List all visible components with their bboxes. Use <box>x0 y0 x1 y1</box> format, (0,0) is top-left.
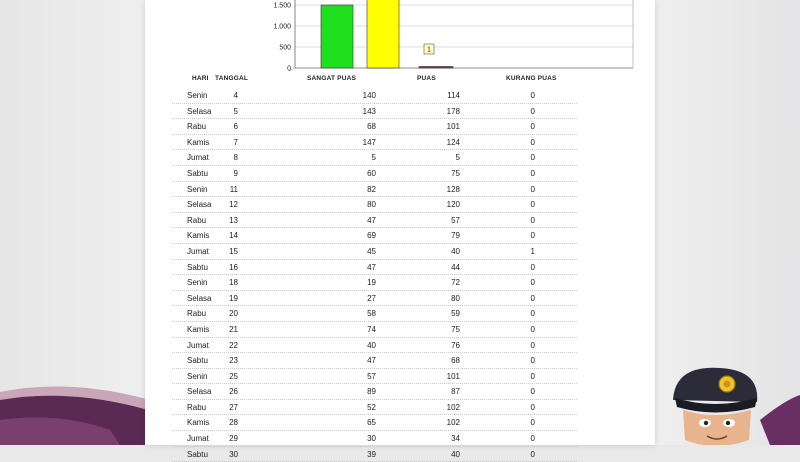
cell-kurang-puas: 0 <box>530 309 535 319</box>
table-row <box>172 447 577 462</box>
table-row <box>172 244 577 260</box>
cell-kurang-puas: 0 <box>530 293 535 303</box>
cell-sangat-puas: 40 <box>367 340 376 350</box>
cell-puas: 57 <box>451 215 460 225</box>
cell-puas: 44 <box>451 262 460 272</box>
cell-tanggal: 12 <box>229 200 238 210</box>
cell-kurang-puas: 0 <box>530 91 535 100</box>
table-row <box>172 260 577 276</box>
cell-tanggal: 27 <box>229 402 238 412</box>
cell-kurang-puas: 0 <box>530 106 535 116</box>
cell-sangat-puas: 57 <box>367 371 376 381</box>
table-row <box>172 228 577 244</box>
cell-puas: 80 <box>451 293 460 303</box>
cell-puas: 76 <box>451 340 460 350</box>
cell-sangat-puas: 82 <box>367 184 376 194</box>
cell-sangat-puas: 140 <box>362 91 376 100</box>
cell-tanggal: 30 <box>229 449 238 459</box>
cell-hari: Senin <box>187 184 208 194</box>
cell-sangat-puas: 30 <box>367 434 376 444</box>
cell-puas: 101 <box>446 122 460 132</box>
cell-hari: Senin <box>187 278 208 288</box>
cell-hari: Jumat <box>187 246 209 256</box>
cell-hari: Rabu <box>187 309 207 319</box>
table-row <box>172 306 577 322</box>
table-row <box>172 166 577 182</box>
y-tick-label: 0 <box>287 65 291 72</box>
cell-puas: 40 <box>451 246 460 256</box>
cell-puas: 102 <box>446 418 460 428</box>
cell-sangat-puas: 27 <box>367 293 376 303</box>
cell-hari: Selasa <box>187 200 212 210</box>
cell-kurang-puas: 0 <box>530 402 535 412</box>
cell-hari: Selasa <box>187 106 212 116</box>
table-row <box>172 415 577 431</box>
cell-kurang-puas: 0 <box>530 262 535 272</box>
cell-kurang-puas: 1 <box>530 246 535 256</box>
table-row <box>172 88 577 104</box>
cell-kurang-puas: 0 <box>530 153 535 163</box>
cell-tanggal: 11 <box>229 184 238 194</box>
cell-sangat-puas: 47 <box>367 215 376 225</box>
header-sangat-puas: SANGAT PUAS <box>307 75 357 82</box>
y-tick-label: 1.500 <box>273 2 291 10</box>
satisfaction-table <box>172 88 577 462</box>
cell-sangat-puas: 45 <box>367 246 376 256</box>
cell-hari: Sabtu <box>187 262 208 272</box>
cell-hari: Senin <box>187 91 208 100</box>
header-puas: PUAS <box>417 75 436 82</box>
cell-puas: 68 <box>451 356 460 366</box>
table-row <box>172 353 577 369</box>
table-row <box>172 275 577 291</box>
cell-hari: Jumat <box>187 434 209 444</box>
cell-tanggal: 9 <box>233 168 238 178</box>
police-mascot-icon <box>665 360 765 445</box>
cell-hari: Jumat <box>187 340 209 350</box>
cell-tanggal: 22 <box>229 340 238 350</box>
wave-right-accent <box>760 395 800 445</box>
cell-tanggal: 25 <box>229 371 238 381</box>
cell-puas: 75 <box>451 168 460 178</box>
cell-hari: Jumat <box>187 153 209 163</box>
cell-puas: 124 <box>446 137 460 147</box>
cell-kurang-puas: 0 <box>530 387 535 397</box>
cell-kurang-puas: 0 <box>530 184 535 194</box>
cell-puas: 101 <box>446 371 460 381</box>
cell-tanggal: 23 <box>229 356 238 366</box>
cell-puas: 87 <box>451 387 460 397</box>
cell-puas: 79 <box>451 231 460 241</box>
table-row <box>172 322 577 338</box>
cell-hari: Senin <box>187 371 208 381</box>
cell-sangat-puas: 65 <box>367 418 376 428</box>
data-label-kurang-puas: 1 <box>427 46 431 54</box>
cell-kurang-puas: 0 <box>530 371 535 381</box>
report-page <box>145 0 655 459</box>
cell-puas: 59 <box>451 309 460 319</box>
cell-tanggal: 14 <box>229 231 238 241</box>
cell-tanggal: 18 <box>229 278 238 288</box>
cell-tanggal: 6 <box>233 122 238 132</box>
cell-puas: 114 <box>447 91 460 100</box>
cell-kurang-puas: 0 <box>530 340 535 350</box>
cell-sangat-puas: 39 <box>367 449 376 459</box>
table-row <box>172 135 577 151</box>
cell-tanggal: 28 <box>229 418 238 428</box>
cell-kurang-puas: 0 <box>530 418 535 428</box>
cell-sangat-puas: 19 <box>367 278 376 288</box>
table-row <box>172 119 577 135</box>
cell-sangat-puas: 58 <box>367 309 376 319</box>
cell-puas: 34 <box>451 434 460 444</box>
cell-puas: 128 <box>446 184 460 194</box>
cell-tanggal: 8 <box>233 153 238 163</box>
cell-tanggal: 29 <box>229 434 238 444</box>
header-tanggal: TANGGAL <box>215 75 249 82</box>
y-tick-label: 500 <box>279 44 291 52</box>
cell-puas: 5 <box>455 153 460 163</box>
cell-hari: Sabtu <box>187 356 208 366</box>
cell-hari: Selasa <box>187 387 212 397</box>
cell-kurang-puas: 0 <box>530 122 535 132</box>
bar-puas <box>367 0 399 68</box>
cell-kurang-puas: 0 <box>530 278 535 288</box>
cell-puas: 40 <box>451 449 460 459</box>
cell-hari: Kamis <box>187 231 210 241</box>
table-row <box>172 400 577 416</box>
cell-kurang-puas: 0 <box>530 434 535 444</box>
cell-puas: 120 <box>446 200 460 210</box>
cell-tanggal: 20 <box>229 309 238 319</box>
table-row <box>172 197 577 213</box>
cell-tanggal: 4 <box>233 91 238 100</box>
table-row <box>172 431 577 447</box>
table-row <box>172 150 577 166</box>
satisfaction-bar-chart <box>145 0 655 72</box>
cell-tanggal: 21 <box>229 324 238 334</box>
cell-hari: Rabu <box>187 402 207 412</box>
table-row <box>172 182 577 198</box>
cell-puas: 102 <box>446 402 460 412</box>
cell-tanggal: 5 <box>233 106 238 116</box>
cell-tanggal: 26 <box>229 387 238 397</box>
table-row <box>172 369 577 385</box>
y-tick-label: 1.000 <box>273 23 291 31</box>
cell-hari: Sabtu <box>187 449 208 459</box>
cell-sangat-puas: 47 <box>367 262 376 272</box>
cell-kurang-puas: 0 <box>530 356 535 366</box>
cell-kurang-puas: 0 <box>530 215 535 225</box>
cell-tanggal: 16 <box>229 262 238 272</box>
cell-hari: Rabu <box>187 215 207 225</box>
cell-hari: Sabtu <box>187 168 208 178</box>
cell-kurang-puas: 0 <box>530 137 535 147</box>
cell-hari: Kamis <box>187 418 210 428</box>
cell-sangat-puas: 5 <box>371 153 376 163</box>
bar-sangat-puas <box>321 5 353 68</box>
cell-hari: Kamis <box>187 137 210 147</box>
cell-sangat-puas: 143 <box>362 106 376 116</box>
table-row <box>172 338 577 354</box>
cell-kurang-puas: 0 <box>530 168 535 178</box>
table-row <box>172 104 577 120</box>
cell-tanggal: 7 <box>233 137 238 147</box>
cell-sangat-puas: 52 <box>367 402 376 412</box>
cell-kurang-puas: 0 <box>530 324 535 334</box>
cell-tanggal: 19 <box>229 293 238 303</box>
cell-sangat-puas: 68 <box>367 122 376 132</box>
cell-tanggal: 15 <box>229 246 238 256</box>
header-kurang-puas: KURANG PUAS <box>506 75 557 82</box>
cell-hari: Kamis <box>187 324 210 334</box>
cell-sangat-puas: 47 <box>367 356 376 366</box>
cell-kurang-puas: 0 <box>530 449 535 459</box>
table-row <box>172 213 577 229</box>
cell-sangat-puas: 69 <box>367 231 376 241</box>
table-row <box>172 291 577 307</box>
bar-kurang-puas <box>419 67 453 69</box>
table-row <box>172 384 577 400</box>
cell-sangat-puas: 80 <box>367 200 376 210</box>
cell-hari: Selasa <box>187 293 212 303</box>
cell-puas: 72 <box>451 278 460 288</box>
cell-sangat-puas: 89 <box>367 387 376 397</box>
cell-hari: Rabu <box>187 122 207 132</box>
cell-kurang-puas: 0 <box>530 200 535 210</box>
cell-sangat-puas: 60 <box>367 168 376 178</box>
cell-puas: 75 <box>451 324 460 334</box>
header-hari: HARI <box>192 75 209 82</box>
cell-kurang-puas: 0 <box>530 231 535 241</box>
cell-sangat-puas: 147 <box>362 137 376 147</box>
cell-tanggal: 13 <box>229 215 238 225</box>
cell-sangat-puas: 74 <box>367 324 376 334</box>
cell-puas: 178 <box>446 106 460 116</box>
